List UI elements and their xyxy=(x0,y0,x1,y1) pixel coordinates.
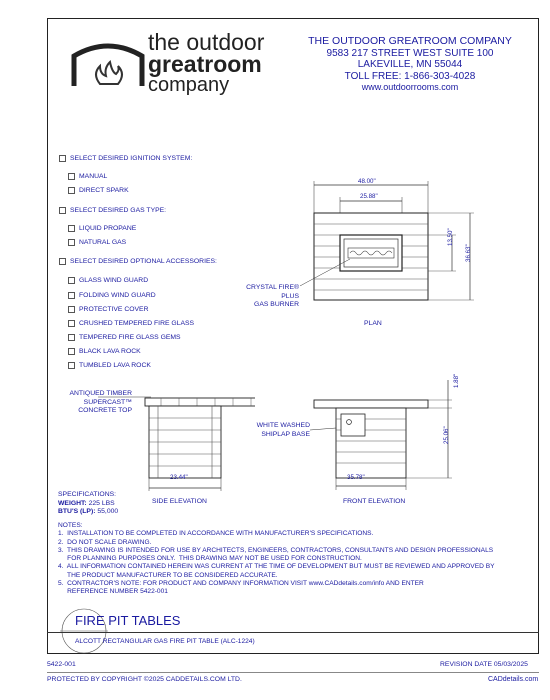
option-label: TEMPERED FIRE GLASS GEMS xyxy=(79,334,181,341)
title-block-subtitle: ALCOTT RECTANGULAR GAS FIRE PIT TABLE (ALC-1224) xyxy=(75,638,255,645)
logo-text-line1: the outdoor xyxy=(148,29,265,55)
accessories-heading[interactable] xyxy=(59,258,217,265)
specifications-block xyxy=(58,491,118,517)
plan-burner-width-dim: 25.88" xyxy=(360,193,378,200)
front-elevation-title: FRONT ELEVATION xyxy=(343,498,406,505)
company-website-link[interactable]: www.outdoorrooms.com xyxy=(361,82,459,92)
gas-checkbox[interactable] xyxy=(59,207,66,214)
caddetails-brand[interactable]: CADdetails.com xyxy=(488,676,539,683)
option-manual[interactable] xyxy=(68,173,107,180)
title-block-divider xyxy=(47,632,539,633)
option-black-lava-rock[interactable] xyxy=(68,348,141,355)
copyright-text: PROTECTED BY COPYRIGHT ©2025 CADDETAILS.COM LTD. xyxy=(47,676,242,683)
side-top-callout xyxy=(60,390,132,416)
company-city: LAKEVILLE, MN 55044 xyxy=(357,59,463,70)
accessories-checkbox[interactable] xyxy=(59,258,66,265)
option-fire-glass-gems[interactable] xyxy=(68,334,181,341)
option-label: BLACK LAVA ROCK xyxy=(79,348,141,355)
front-elevation-drawing xyxy=(300,378,480,490)
company-logo-icon xyxy=(70,40,148,92)
callout-text: SHIPLAP BASE xyxy=(261,430,310,438)
specs-heading: SPECIFICATIONS: xyxy=(58,491,117,498)
btu-value: 55,000 xyxy=(97,508,119,515)
option-label: FOLDING WIND GUARD xyxy=(79,292,156,299)
accessories-heading-label: SELECT DESIRED OPTIONAL ACCESSORIES: xyxy=(70,258,217,265)
company-info xyxy=(290,36,530,94)
notes-heading: NOTES: xyxy=(58,522,83,529)
checkbox[interactable] xyxy=(68,239,75,246)
checkbox[interactable] xyxy=(68,173,75,180)
callout-text: CRYSTAL FIRE® PLUS xyxy=(246,284,299,300)
weight-label: WEIGHT: xyxy=(58,499,87,507)
checkbox[interactable] xyxy=(68,225,75,232)
plan-burner-callout xyxy=(227,284,299,310)
side-elevation-title: SIDE ELEVATION xyxy=(152,498,207,505)
option-folding-wind-guard[interactable] xyxy=(68,292,156,299)
callout-text: CONCRETE TOP xyxy=(78,407,132,414)
option-label: LIQUID PROPANE xyxy=(79,225,137,232)
plan-view-title: PLAN xyxy=(364,320,382,327)
option-label: GLASS WIND GUARD xyxy=(79,277,149,284)
callout-text: GAS BURNER xyxy=(254,301,299,308)
option-tumbled-lava-rock[interactable] xyxy=(68,362,151,369)
checkbox[interactable] xyxy=(68,348,75,355)
checkbox[interactable] xyxy=(68,277,75,284)
revision-date: REVISION DATE 05/03/2025 xyxy=(440,661,528,668)
option-label: TUMBLED LAVA ROCK xyxy=(79,362,151,369)
company-phone: TOLL FREE: 1-866-303-4028 xyxy=(344,70,476,82)
title-block-title: FIRE PIT TABLES xyxy=(75,613,181,628)
front-base-width-dim: 35.78" xyxy=(347,474,365,481)
logo-text-line3: company xyxy=(148,74,230,96)
logo-text-line2: greatroom xyxy=(148,51,262,77)
callout-text: SUPERCAST™ xyxy=(83,398,132,406)
option-protective-cover[interactable] xyxy=(68,306,149,313)
ignition-checkbox[interactable] xyxy=(59,155,66,162)
checkbox[interactable] xyxy=(68,292,75,299)
option-label: NATURAL GAS xyxy=(79,239,127,246)
ignition-heading[interactable] xyxy=(59,155,192,162)
front-height-dim: 25.06" xyxy=(443,426,450,444)
checkbox[interactable] xyxy=(68,320,75,327)
note-item: 3. THIS DRAWING IS INTENDED FOR USE BY ARCHITECTS, ENGINEERS, CONTRACTORS, CONSULTANTS AND DESIGN PROFESSIONALS xyxy=(58,546,494,554)
company-address: 9583 217 STREET WEST SUITE 100 xyxy=(326,47,494,59)
checkbox[interactable] xyxy=(68,187,75,194)
option-label: CRUSHED TEMPERED FIRE GLASS xyxy=(79,320,195,327)
option-direct-spark[interactable] xyxy=(68,187,129,194)
option-glass-wind-guard[interactable] xyxy=(68,277,148,284)
callout-text: ANTIQUED TIMBER xyxy=(69,390,132,397)
note-item: FOR PLANNING PURPOSES ONLY. THIS DRAWING MAY NOT BE USED FOR CONSTRUCTION. xyxy=(58,555,362,563)
option-liquid-propane[interactable] xyxy=(68,225,136,232)
note-item: THE PRODUCT MANUFACTURER TO BE CONSIDERED ACCURATE. xyxy=(58,571,278,579)
plan-overall-width-dim: 48.00" xyxy=(358,178,376,185)
front-top-thickness-dim: 1.88" xyxy=(453,373,460,388)
checkbox[interactable] xyxy=(68,334,75,341)
checkbox[interactable] xyxy=(68,306,75,313)
option-label: DIRECT SPARK xyxy=(79,187,129,194)
option-natural-gas[interactable] xyxy=(68,239,126,246)
gas-heading[interactable] xyxy=(59,207,166,214)
note-item: 4. ALL INFORMATION CONTAINED HEREIN WAS CURRENT AT THE TIME OF DEVELOPMENT BUT MUST BE REVIEWED AND APPROVED BY xyxy=(58,563,495,571)
option-crushed-fire-glass[interactable] xyxy=(68,320,194,327)
option-label: MANUAL xyxy=(79,173,108,180)
note-item: REFERENCE NUMBER 5422-001 xyxy=(58,588,168,596)
note-item: 1. INSTALLATION TO BE COMPLETED IN ACCORDANCE WITH MANUFACTURER'S SPECIFICATIONS. xyxy=(58,530,374,538)
plan-overall-depth-dim: 36.63" xyxy=(465,244,472,262)
ignition-heading-label: SELECT DESIRED IGNITION SYSTEM: xyxy=(70,155,193,162)
drawing-number: 5422-001 xyxy=(47,661,76,668)
option-label: PROTECTIVE COVER xyxy=(79,306,149,313)
btu-label: BTU'S (LP): xyxy=(58,508,96,515)
callout-text: WHITE WASHED xyxy=(256,422,310,429)
gas-heading-label: SELECT DESIRED GAS TYPE: xyxy=(70,207,167,214)
checkbox[interactable] xyxy=(68,362,75,369)
note-item: 2. DO NOT SCALE DRAWING. xyxy=(58,538,152,546)
side-width-dim: 23.44" xyxy=(170,474,188,481)
footer-divider xyxy=(47,672,539,673)
note-item: 5. CONTRACTOR'S NOTE: FOR PRODUCT AND COMPANY INFORMATION VISIT www.CADdetails.com/info AND ENTER xyxy=(58,580,424,588)
notes-block xyxy=(58,522,528,597)
company-name: THE OUTDOOR GREATROOM COMPANY xyxy=(308,35,512,47)
plan-burner-depth-dim: 13.50" xyxy=(447,228,454,246)
front-base-callout xyxy=(238,422,310,439)
weight-value: 225 LBS xyxy=(88,499,115,507)
